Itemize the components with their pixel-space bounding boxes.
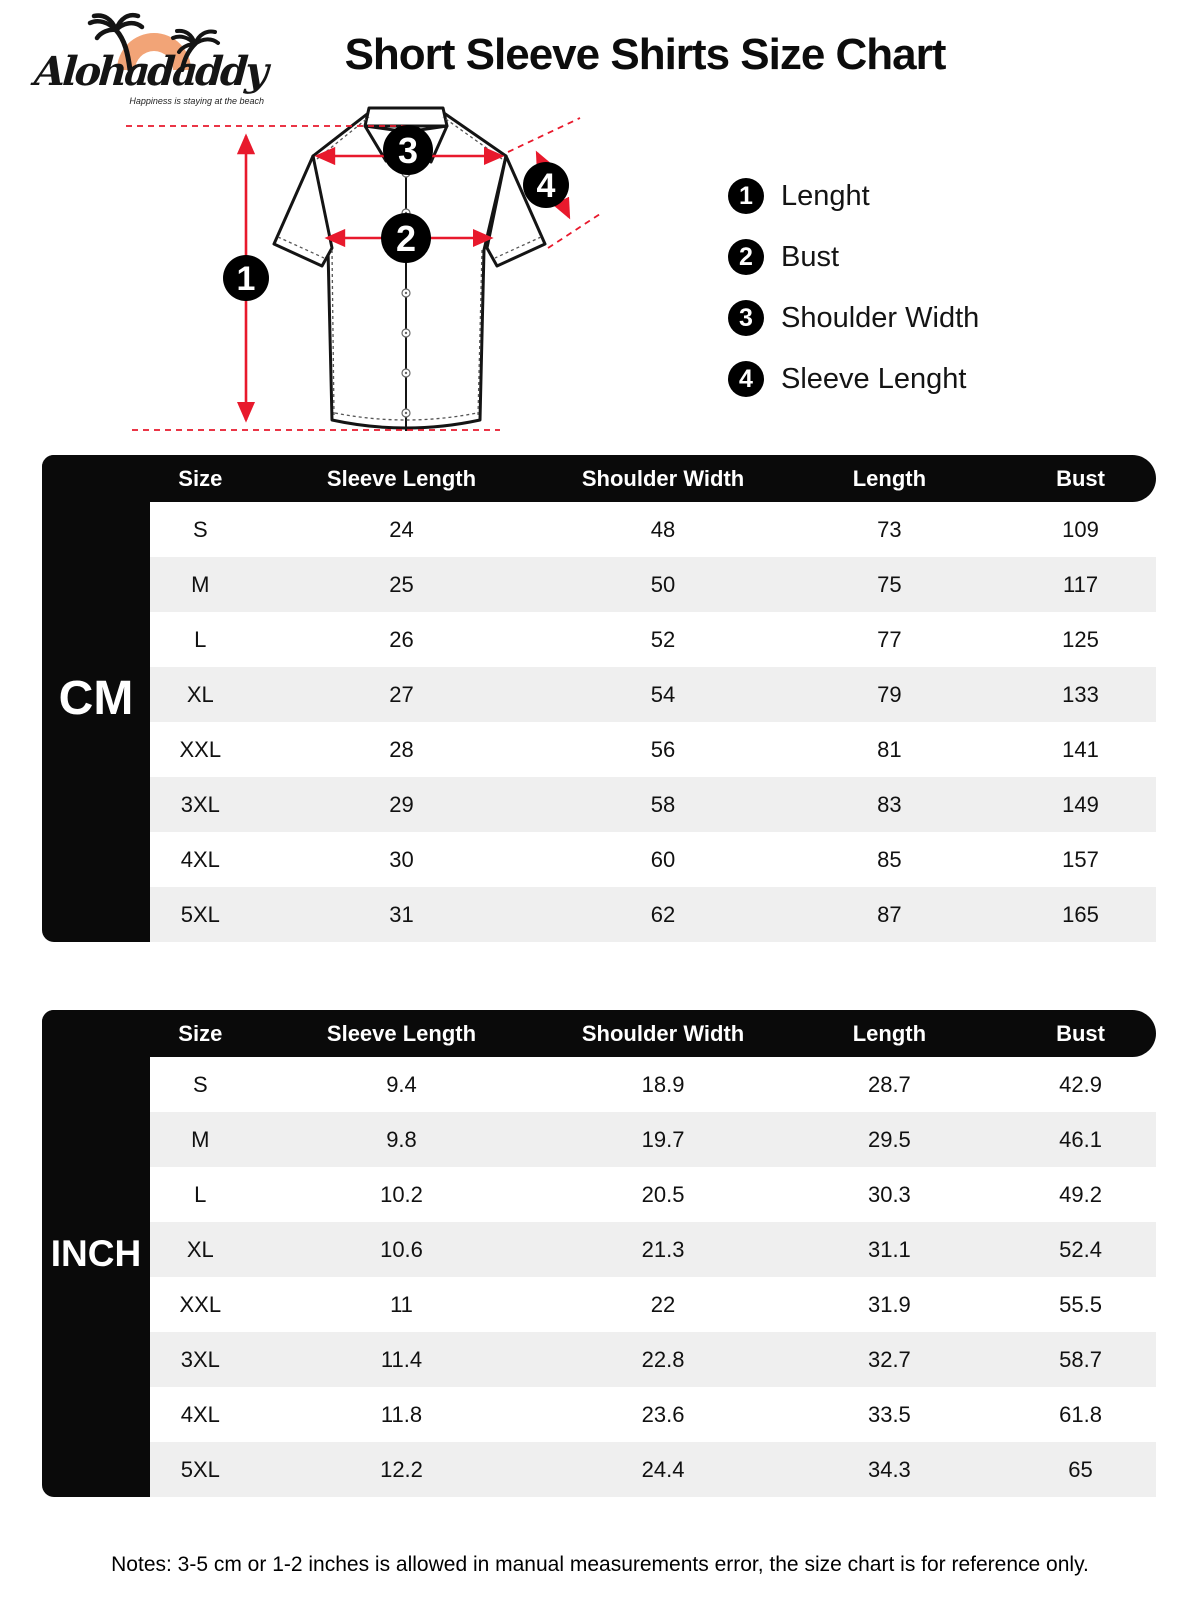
table-cell: XXL bbox=[179, 1291, 222, 1317]
table-cell: 62 bbox=[650, 901, 676, 927]
table-cell: 117 bbox=[1062, 571, 1099, 597]
table-cell: 34.3 bbox=[867, 1456, 911, 1482]
legend-item-length bbox=[728, 178, 979, 214]
table-row bbox=[150, 887, 1156, 942]
legend-badge-4: 4 bbox=[728, 361, 764, 397]
table-row bbox=[150, 1112, 1156, 1167]
table-cell: 26 bbox=[389, 626, 414, 652]
table-row bbox=[150, 722, 1156, 777]
size-table-inch bbox=[42, 1010, 1156, 1497]
table-cell: 165 bbox=[1062, 901, 1099, 927]
table-body-cm bbox=[150, 502, 1156, 942]
legend-label-sleeve-length: Sleeve Lenght bbox=[781, 362, 967, 395]
table-cell: 149 bbox=[1062, 791, 1099, 817]
legend-badge-3: 3 bbox=[728, 300, 764, 336]
marker-3: 3 bbox=[397, 130, 419, 171]
table-cell: 4XL bbox=[180, 1401, 220, 1427]
table-cell: 61.8 bbox=[1059, 1401, 1102, 1427]
table-cell: M bbox=[191, 571, 210, 597]
table-cell: 75 bbox=[877, 571, 902, 597]
col-length: Length bbox=[852, 1020, 927, 1046]
table-cell: 133 bbox=[1062, 681, 1099, 707]
table-cell: 30 bbox=[389, 846, 414, 872]
size-table-cm bbox=[42, 455, 1156, 942]
table-cell: 81 bbox=[877, 736, 902, 762]
table-cell: 18.9 bbox=[641, 1071, 685, 1097]
table-cell: L bbox=[194, 626, 207, 652]
legend-label-bust: Bust bbox=[781, 240, 840, 273]
legend-item-sleeve-length bbox=[728, 361, 979, 397]
table-row bbox=[150, 667, 1156, 722]
table-cell: 5XL bbox=[180, 1456, 220, 1482]
table-cell: 65 bbox=[1068, 1456, 1093, 1482]
table-cell: 125 bbox=[1062, 626, 1099, 652]
table-cell: 3XL bbox=[180, 1346, 220, 1372]
table-cell: 31 bbox=[389, 901, 414, 927]
table-cell: 85 bbox=[877, 846, 902, 872]
col-length: Length bbox=[852, 465, 927, 491]
legend-item-shoulder-width bbox=[728, 300, 979, 336]
table-cell: 3XL bbox=[180, 791, 220, 817]
table-cell: 25 bbox=[389, 571, 414, 597]
legend-label-shoulder-width: Shoulder Width bbox=[781, 301, 980, 334]
table-cell: 19.7 bbox=[641, 1126, 685, 1152]
table-cell: 54 bbox=[650, 681, 676, 707]
table-row bbox=[150, 612, 1156, 667]
legend-badge-2: 2 bbox=[728, 239, 764, 275]
table-cell: S bbox=[192, 516, 208, 542]
table-cell: 20.5 bbox=[641, 1181, 685, 1207]
table-cell: 21.3 bbox=[641, 1236, 685, 1262]
table-cell: XXL bbox=[179, 736, 222, 762]
table-cell: 24 bbox=[389, 516, 414, 542]
table-cell: 10.2 bbox=[380, 1181, 423, 1207]
table-row bbox=[150, 502, 1156, 557]
brand-logo bbox=[30, 8, 270, 112]
table-cell: 79 bbox=[877, 681, 902, 707]
marker-2: 2 bbox=[395, 218, 417, 259]
table-cell: 56 bbox=[650, 736, 676, 762]
table-cell: 58 bbox=[650, 791, 676, 817]
table-row bbox=[150, 777, 1156, 832]
table-cell: 29 bbox=[389, 791, 414, 817]
table-cell: 23.6 bbox=[641, 1401, 685, 1427]
table-row bbox=[150, 1387, 1156, 1442]
marker-1: 1 bbox=[236, 260, 256, 298]
table-cell: 5XL bbox=[180, 901, 220, 927]
col-bust: Bust bbox=[1056, 1020, 1105, 1046]
table-row bbox=[150, 1277, 1156, 1332]
table-cell: 49.2 bbox=[1059, 1181, 1102, 1207]
shirt-measurement-diagram bbox=[118, 98, 602, 452]
table-cell: 11.4 bbox=[380, 1346, 423, 1372]
table-cell: 52.4 bbox=[1059, 1236, 1102, 1262]
table-cell: 27 bbox=[389, 681, 414, 707]
table-cell: 30.3 bbox=[867, 1181, 911, 1207]
table-cell: 28.7 bbox=[867, 1071, 911, 1097]
table-cell: M bbox=[191, 1126, 210, 1152]
table-cell: 157 bbox=[1062, 846, 1099, 872]
table-cell: 32.7 bbox=[867, 1346, 911, 1372]
table-cell: 87 bbox=[877, 901, 902, 927]
table-cell: 46.1 bbox=[1059, 1126, 1102, 1152]
table-cell: 4XL bbox=[180, 846, 220, 872]
brand-tagline: Happiness is staying at the beach bbox=[129, 96, 264, 106]
legend-item-bust bbox=[728, 239, 979, 275]
table-cell: 31.1 bbox=[867, 1236, 911, 1262]
table-cell: 9.4 bbox=[386, 1071, 417, 1097]
table-cell: 31.9 bbox=[867, 1291, 911, 1317]
table-row bbox=[150, 1057, 1156, 1112]
table-cell: 9.8 bbox=[386, 1126, 417, 1152]
table-row bbox=[150, 1332, 1156, 1387]
table-cell: XL bbox=[186, 681, 214, 707]
table-cell: 109 bbox=[1062, 516, 1099, 542]
table-cell: 50 bbox=[650, 571, 676, 597]
marker-4: 4 bbox=[536, 167, 556, 205]
table-row bbox=[150, 1167, 1156, 1222]
table-cell: 58.7 bbox=[1059, 1346, 1102, 1372]
measurement-note: Notes: 3-5 cm or 1-2 inches is allowed in manual measurements error, the size chart is for reference only. bbox=[111, 1553, 1089, 1576]
col-shoulder-width: Shoulder Width bbox=[581, 465, 745, 491]
col-shoulder-width: Shoulder Width bbox=[581, 1020, 745, 1046]
table-cell: 12.2 bbox=[380, 1456, 423, 1482]
table-cell: 60 bbox=[650, 846, 676, 872]
table-header-cm bbox=[42, 455, 1156, 502]
brand-name: Alohadaddy bbox=[32, 48, 268, 95]
table-body-inch bbox=[150, 1057, 1156, 1497]
table-cell: 11.8 bbox=[380, 1401, 423, 1427]
table-cell: 48 bbox=[650, 516, 676, 542]
table-cell: S bbox=[192, 1071, 208, 1097]
measure-legend bbox=[728, 178, 979, 422]
page-title: Short Sleeve Shirts Size Chart bbox=[344, 30, 946, 79]
col-sleeve-length: Sleeve Length bbox=[326, 1020, 477, 1046]
table-cell: 24.4 bbox=[641, 1456, 685, 1482]
table-cell: 83 bbox=[877, 791, 902, 817]
table-cell: 22.8 bbox=[641, 1346, 685, 1372]
unit-label-inch: INCH bbox=[42, 1010, 150, 1497]
table-cell: 52 bbox=[650, 626, 676, 652]
table-cell: XL bbox=[186, 1236, 214, 1262]
col-size: Size bbox=[178, 465, 223, 491]
legend-label-length: Lenght bbox=[781, 179, 870, 212]
legend-badge-1: 1 bbox=[728, 178, 764, 214]
table-cell: 33.5 bbox=[867, 1401, 911, 1427]
unit-label-cm: CM bbox=[42, 455, 150, 942]
table-cell: 22 bbox=[650, 1291, 676, 1317]
table-cell: 55.5 bbox=[1059, 1291, 1102, 1317]
table-cell: L bbox=[194, 1181, 207, 1207]
col-bust: Bust bbox=[1056, 465, 1105, 491]
col-sleeve-length: Sleeve Length bbox=[326, 465, 477, 491]
table-cell: 29.5 bbox=[867, 1126, 911, 1152]
table-cell: 141 bbox=[1062, 736, 1099, 762]
table-cell: 42.9 bbox=[1059, 1071, 1102, 1097]
table-cell: 28 bbox=[389, 736, 414, 762]
table-cell: 77 bbox=[877, 626, 902, 652]
table-row bbox=[150, 1222, 1156, 1277]
table-row bbox=[150, 832, 1156, 887]
table-cell: 10.6 bbox=[380, 1236, 423, 1262]
table-header-inch bbox=[42, 1010, 1156, 1057]
col-size: Size bbox=[178, 1020, 223, 1046]
table-cell: 73 bbox=[877, 516, 902, 542]
table-row bbox=[150, 1442, 1156, 1497]
table-row bbox=[150, 557, 1156, 612]
table-cell: 11 bbox=[390, 1291, 413, 1317]
